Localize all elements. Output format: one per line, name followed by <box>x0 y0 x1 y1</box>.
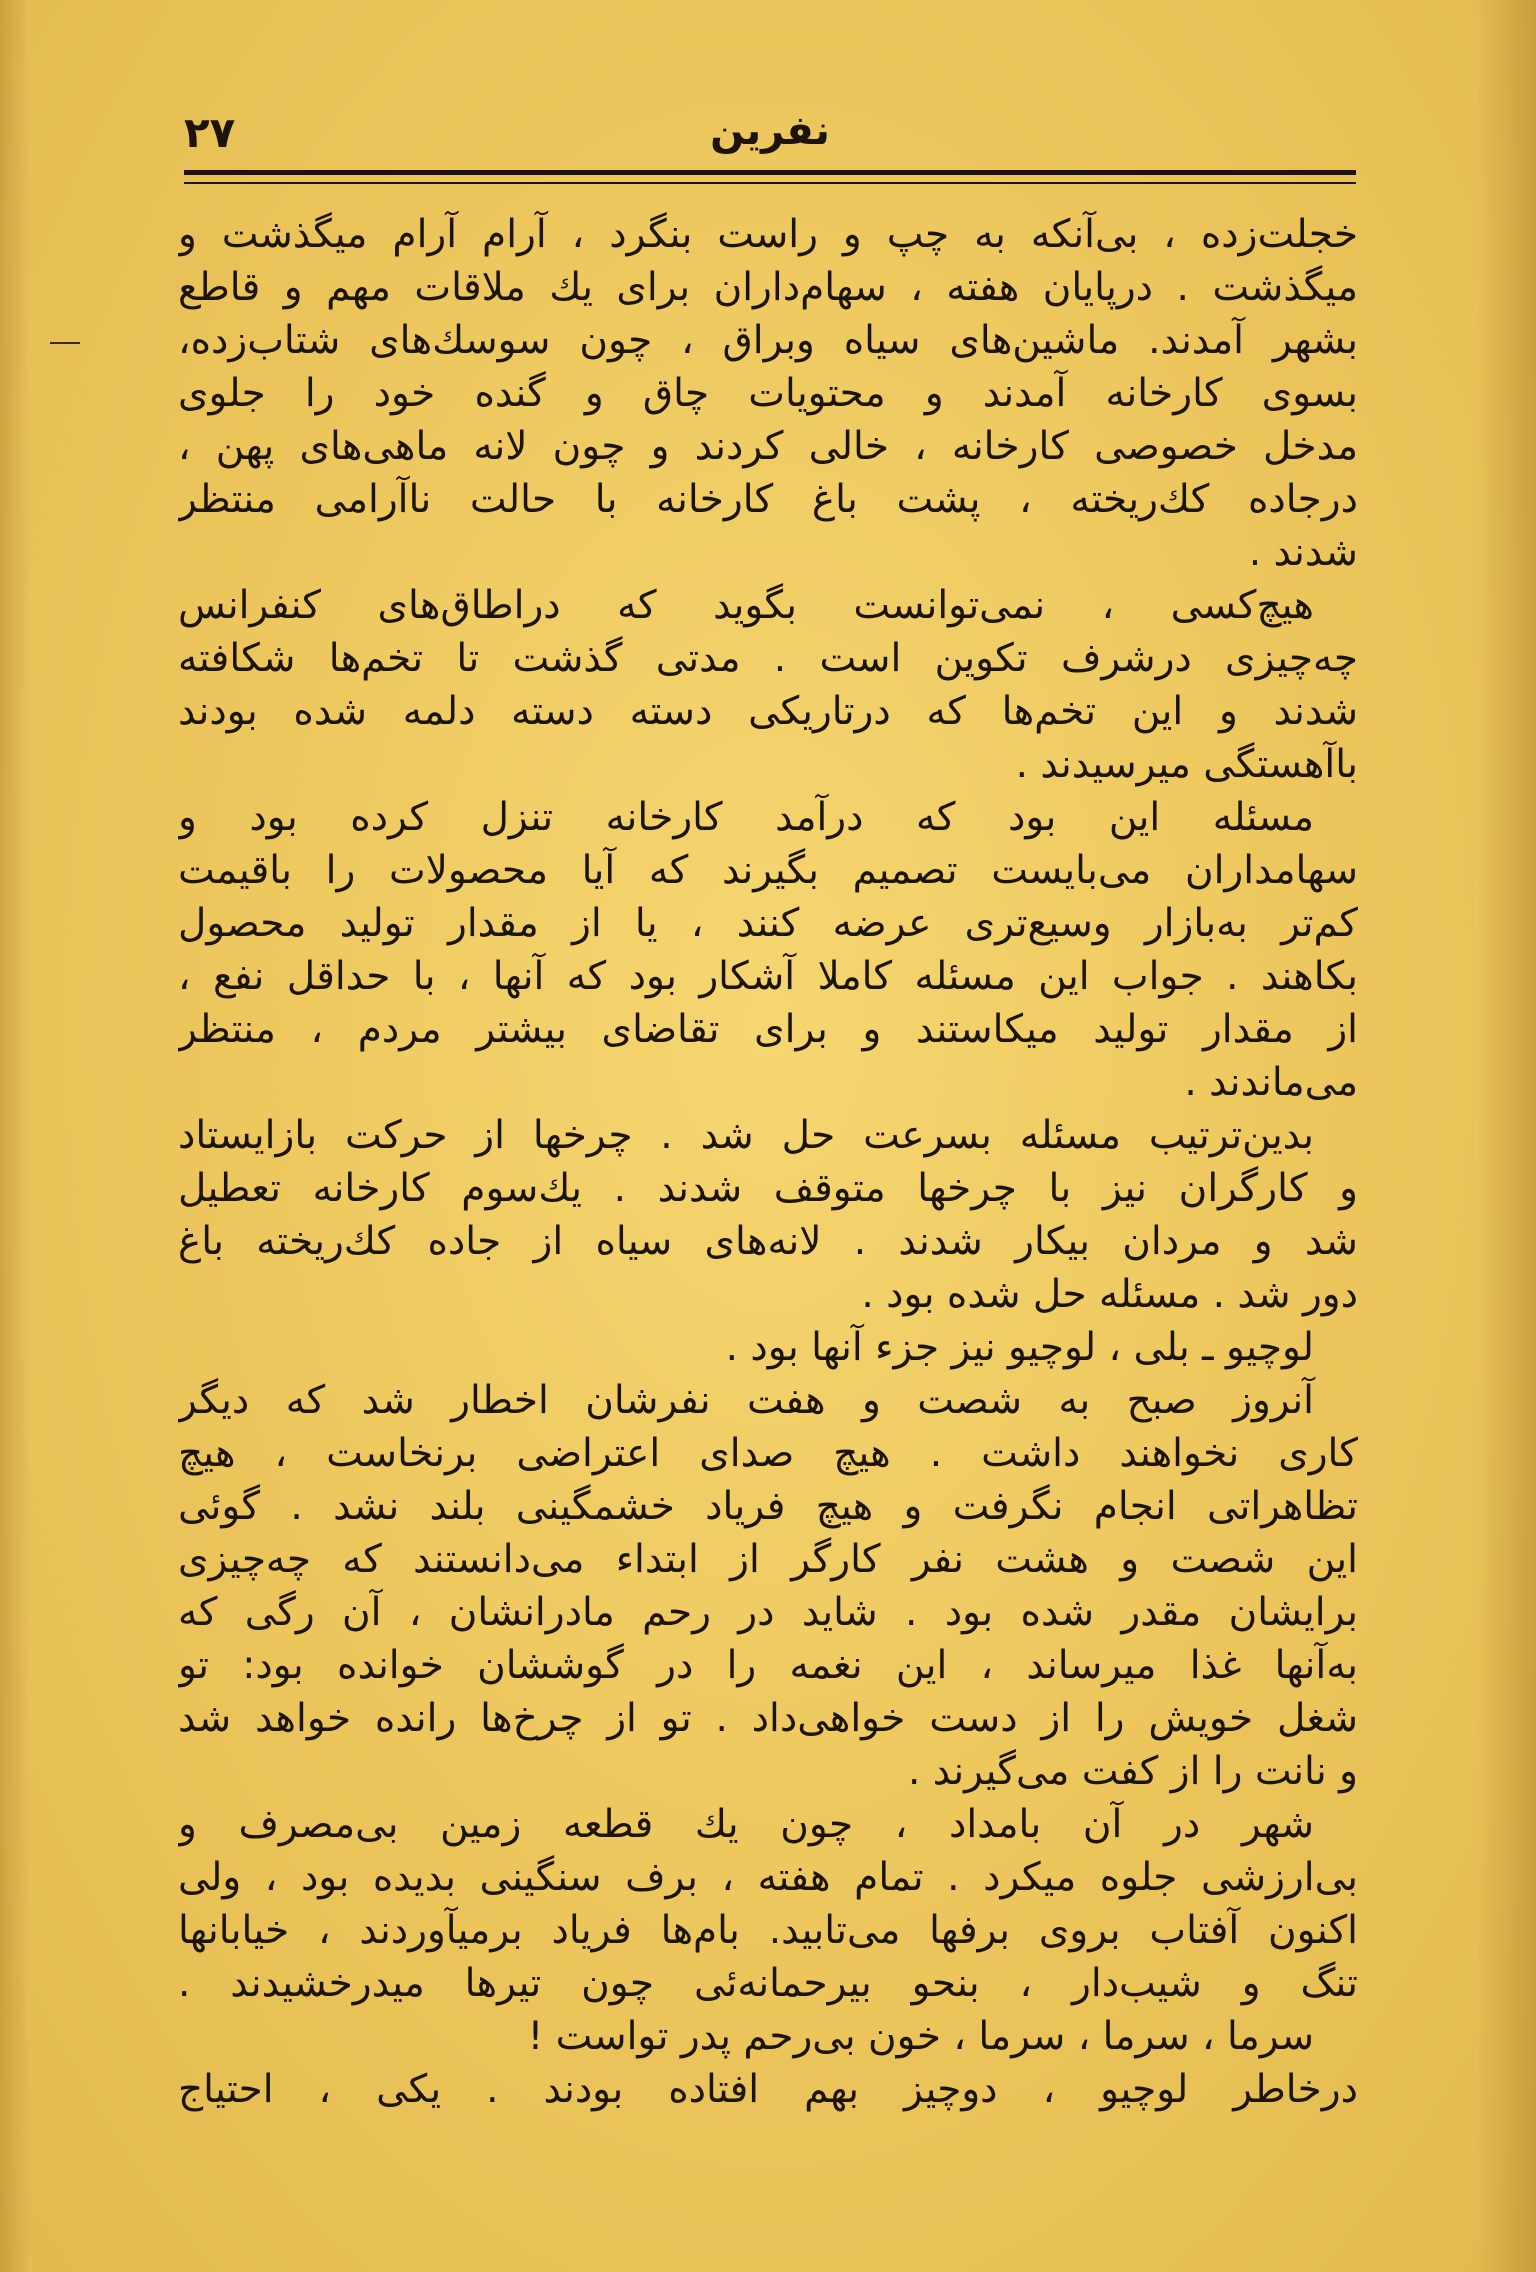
text-line: هیچ‌کسی ، نمی‌توانست بگوید که دراطاق‌های کنفرانس <box>178 583 1314 628</box>
text-line: به‌آنها غذا میرساند ، این نغمه را در گوششان خوانده بود: تو <box>178 1643 1358 1688</box>
text-line: بسوی کارخانه آمدند و محتویات چاق و گنده خود را جلوی <box>178 371 1358 416</box>
margin-pencil-mark <box>50 342 80 344</box>
page-left-edge-shadow <box>0 0 30 2272</box>
header-rule-thin <box>184 182 1356 184</box>
text-line: و کارگران نیز با چرخها متوقف شدند . یك‌سوم کارخانه تعطیل <box>178 1166 1358 1211</box>
text-line: سرما ، سرما ، سرما ، خون بی‌رحم پدر تواست ! <box>527 2014 1314 2059</box>
text-line: و نانت را از کفت می‌گیرند . <box>907 1749 1358 1794</box>
text-line: میگذشت . درپایان هفته ، سهام‌داران برای یك ملاقات مهم و قاطع <box>178 265 1358 310</box>
text-line: لوچیو ـ بلی ، لوچیو نیز جزء آنها بود . <box>725 1325 1314 1370</box>
text-line: آنروز صبح به شصت و هفت نفرشان اخطار شد که دیگر <box>178 1378 1314 1423</box>
header-rule-thick <box>184 170 1356 175</box>
text-line: درخاطر لوچیو ، دوچیز بهم افتاده بودند . یکی ، احتیاج <box>178 2067 1358 2112</box>
page-right-edge-shadow <box>1476 0 1536 2272</box>
text-line: تظاهراتی انجام نگرفت و هیچ فریاد خشمگینی بلند نشد . گوئی <box>178 1484 1358 1529</box>
text-line: از مقدار تولید میکاستند و برای تقاضای بیشتر مردم ، منتظر <box>178 1007 1358 1052</box>
text-line: مدخل خصوصی کارخانه ، خالی کردند و چون لانه ماهی‌های پهن ، <box>178 424 1358 469</box>
text-line: مسئله این بود که درآمد کارخانه تنزل کرده بود و <box>178 795 1314 840</box>
text-line: بکاهند . جواب این مسئله کاملا آشکار بود که آنها ، با حداقل نفع ، <box>178 954 1358 999</box>
page-header <box>184 108 1356 164</box>
text-line: می‌ماندند . <box>1184 1060 1358 1105</box>
text-line: بشهر آمدند. ماشین‌های سیاه وبراق ، چون سوسك‌های شتاب‌زده، <box>178 318 1358 363</box>
text-line: اکنون آفتاب بروی برفها می‌تابید. بام‌ها فریاد برمیآوردند ، خیابانها <box>178 1908 1358 1953</box>
text-line: درجاده کك‌ریخته ، پشت باغ کارخانه با حالت ناآرامی منتظر <box>178 477 1358 522</box>
text-line: شغل خویش را از دست خواهی‌داد . تو از چرخ‌ها رانده خواهد شد <box>178 1696 1358 1741</box>
text-line: باآهستگی میرسیدند . <box>1015 742 1358 787</box>
text-line: این شصت و هشت نفر کارگر از ابتداء می‌دانستند که چه‌چیزی <box>178 1537 1358 1582</box>
running-title: نفرین <box>710 108 830 154</box>
text-line: خجلت‌زده ، بی‌آنکه به چپ و راست بنگرد ، آرام آرام میگذشت و <box>178 212 1358 257</box>
text-line: برایشان مقدر شده بود . شاید در رحم مادرانشان ، آن رگی که <box>178 1590 1358 1635</box>
page-number: ۲۷ <box>184 108 236 157</box>
text-line: سهامداران می‌بایست تصمیم بگیرند که آیا محصولات را باقیمت <box>178 848 1358 893</box>
body-text <box>178 208 1358 2116</box>
text-line: کاری نخواهند داشت . هیچ صدای اعتراضی برنخاست ، هیچ <box>178 1431 1358 1476</box>
text-line: دور شد . مسئله حل شده بود . <box>861 1272 1358 1317</box>
text-line: شهر در آن بامداد ، چون یك قطعه زمین بی‌مصرف و <box>178 1802 1314 1847</box>
text-line: بدین‌ترتیب مسئله بسرعت حل شد . چرخها از حرکت بازایستاد <box>178 1113 1314 1158</box>
text-line: کم‌تر به‌بازار وسیع‌تری عرضه کنند ، یا از مقدار تولید محصول <box>178 901 1358 946</box>
text-line: چه‌چیزی درشرف تکوین است . مدتی گذشت تا تخم‌ها شکافته <box>178 636 1358 681</box>
text-line: تنگ و شیب‌دار ، بنحو بیرحمانه‌ئی چون تیرها میدرخشیدند . <box>178 1961 1358 2006</box>
text-line: بی‌ارزشی جلوه میکرد . تمام هفته ، برف سنگینی بدیده بود ، ولی <box>178 1855 1358 1900</box>
text-line: شد و مردان بیکار شدند . لانه‌های سیاه از جاده کك‌ریخته باغ <box>178 1219 1358 1264</box>
text-line: شدند . <box>1248 530 1358 575</box>
text-line: شدند و این تخم‌ها که درتاریکی دسته دسته دلمه شده بودند <box>178 689 1358 734</box>
